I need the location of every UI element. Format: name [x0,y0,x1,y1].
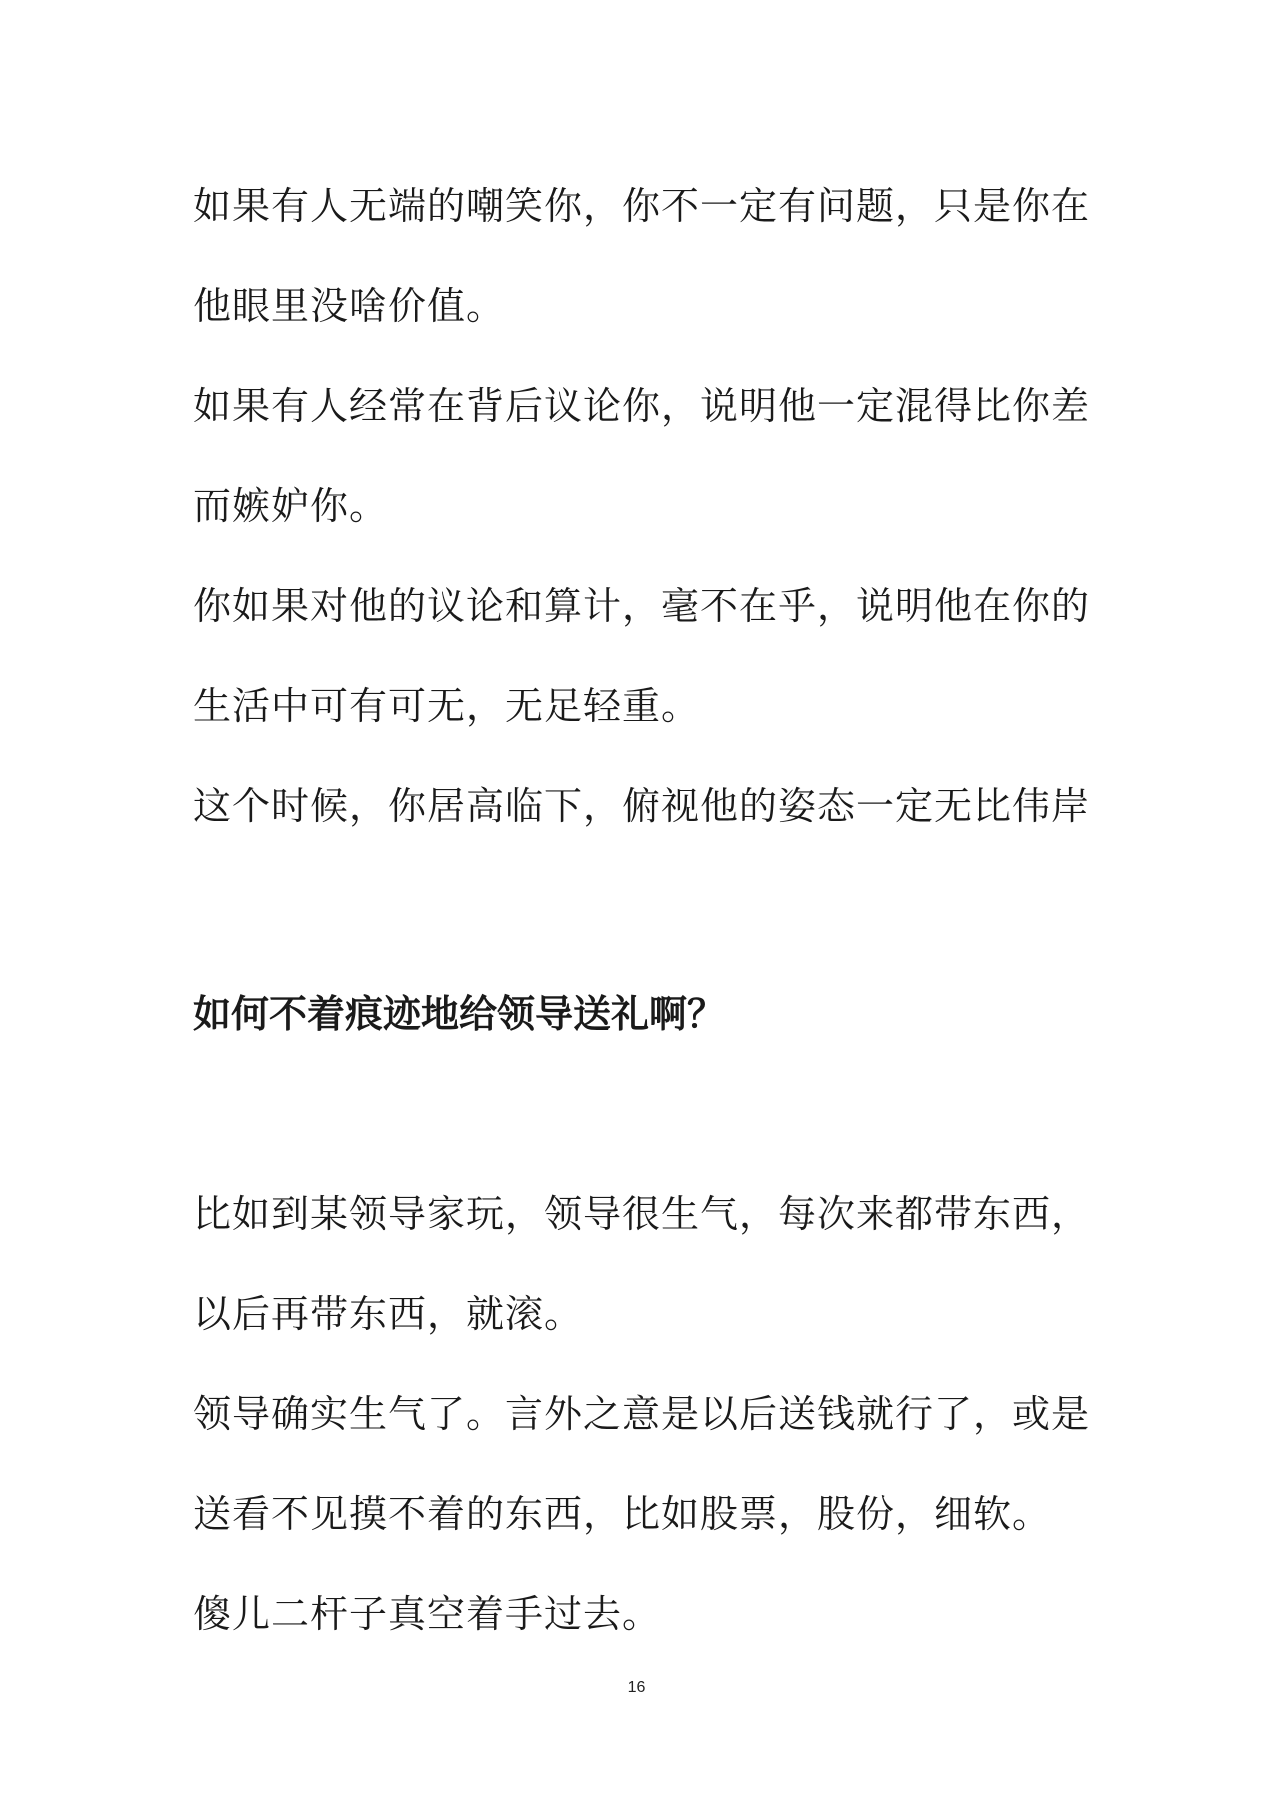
paragraph-line: 以后再带东西，就滚。 [193,1292,584,1336]
paragraph-line: 如果有人无端的嘲笑你，你不一定有问题，只是你在 [193,184,1091,228]
paragraph-line: 你如果对他的议论和算计，毫不在乎，说明他在你的 [193,584,1091,628]
paragraph-line: 领导确实生气了。言外之意是以后送钱就行了，或是 [193,1392,1091,1436]
page-number: 16 [627,1679,646,1696]
paragraph-line: 比如到某领导家玩，领导很生气，每次来都带东西， [193,1192,1091,1236]
paragraph-line: 他眼里没啥价值。 [193,284,506,328]
paragraph-line: 送看不见摸不着的东西，比如股票，股份，细软。 [193,1492,1052,1536]
paragraph-line: 傻儿二杆子真空着手过去。 [193,1592,662,1636]
paragraph-line: 如果有人经常在背后议论你，说明他一定混得比你差 [193,384,1091,428]
paragraph-line: 生活中可有可无，无足轻重。 [193,684,701,728]
section-heading: 如何不着痕迹地给领导送礼啊？ [193,992,726,1036]
paragraph-line: 这个时候，你居高临下，俯视他的姿态一定无比伟岸 [193,784,1091,828]
paragraph-line: 而嫉妒你。 [193,484,389,528]
